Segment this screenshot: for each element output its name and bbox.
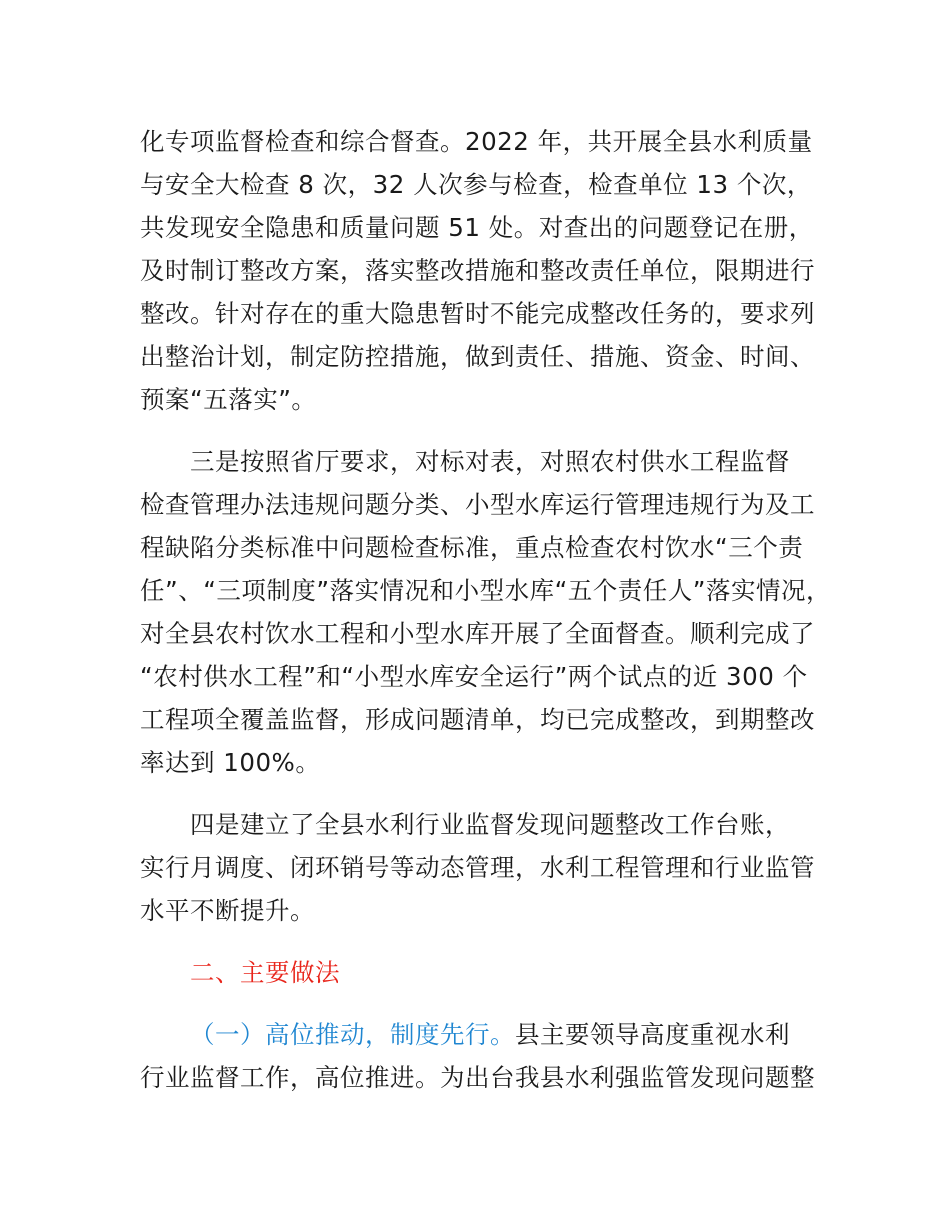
paragraph-2-line-4: 任”、“三项制度”落实情况和小型水库“五个责任人”落实情况， bbox=[140, 576, 831, 605]
paragraph-1-line-7: 预案“五落实”。 bbox=[140, 385, 317, 414]
paragraph-3-line-2: 实行月调度、闭环销号等动态管理，水利工程管理和行业监管 bbox=[140, 853, 815, 882]
paragraph-4-line-1 bbox=[190, 1020, 790, 1050]
paragraph-1-line-5: 整改。针对存在的重大隐患暂时不能完成整改任务的，要求列 bbox=[140, 299, 815, 328]
paragraph-2-line-8: 率达到 100%。 bbox=[140, 748, 321, 777]
subheading-high-level-promotion: （一）高位推动，制度先行。 bbox=[190, 1020, 515, 1049]
paragraph-1-line-4: 及时制订整改方案，落实整改措施和整改责任单位，限期进行 bbox=[140, 256, 815, 285]
paragraph-2-line-3: 程缺陷分类标准中问题检查标准，重点检查农村饮水“三个责 bbox=[140, 533, 804, 562]
section-heading-main-practices: 二、主要做法 bbox=[190, 958, 340, 987]
paragraph-4-line-2: 行业监督工作，高位推进。为出台我县水利强监管发现问题整 bbox=[140, 1063, 815, 1092]
paragraph-3-line-3: 水平不断提升。 bbox=[140, 896, 315, 925]
paragraph-2-line-6: “农村供水工程”和“小型水库安全运行”两个试点的近 300 个 bbox=[140, 662, 808, 691]
paragraph-1-line-6: 出整治计划，制定防控措施，做到责任、措施、资金、时间、 bbox=[140, 342, 815, 371]
paragraph-2-line-7: 工程项全覆盖监督，形成问题清单，均已完成整改，到期整改 bbox=[140, 705, 815, 734]
paragraph-1-line-2: 与安全大检查 8 次，32 人次参与检查，检查单位 13 个次， bbox=[140, 170, 812, 199]
paragraph-2-line-1: 三是按照省厅要求，对标对表，对照农村供水工程监督 bbox=[190, 447, 790, 476]
paragraph-1-line-1: 化专项监督检查和综合督查。2022 年，共开展全县水利质量 bbox=[140, 127, 813, 156]
paragraph-2-line-2: 检查管理办法违规问题分类、小型水库运行管理违规行为及工 bbox=[140, 490, 815, 519]
paragraph-2-line-5: 对全县农村饮水工程和小型水库开展了全面督查。顺利完成了 bbox=[140, 619, 815, 648]
paragraph-1-line-3: 共发现安全隐患和质量问题 51 处。对查出的问题登记在册， bbox=[140, 213, 814, 242]
paragraph-3-line-1: 四是建立了全县水利行业监督发现问题整改工作台账， bbox=[190, 810, 790, 839]
paragraph-4-line-1-rest: 县主要领导高度重视水利 bbox=[515, 1020, 790, 1049]
